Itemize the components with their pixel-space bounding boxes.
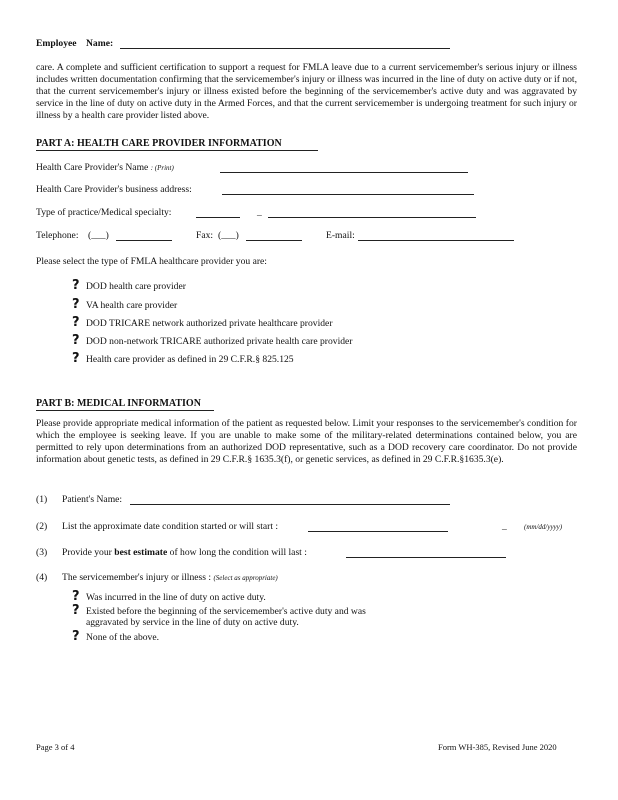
practice-field-a[interactable] [196,217,240,218]
q3-number: (3) [36,547,48,558]
practice-field-b[interactable] [268,217,476,218]
form-identifier: Form WH-385, Revised June 2020 [438,742,557,752]
part-a-title: PART A: HEALTH CARE PROVIDER INFORMATION [36,138,282,149]
employee-name-field[interactable] [120,48,450,49]
email-label: E-mail: [326,230,355,241]
q1-label: Patient's Name: [62,494,123,505]
provider-type-prompt: Please select the type of FMLA healthcare provider you are: [36,256,267,267]
injury-option[interactable]: ? Existed before the beginning of the servicemember's active duty and was [72,603,366,618]
q2-date-hint: (mm/dd/yyyy) [524,523,563,531]
checkbox-icon[interactable]: ? [72,278,80,293]
business-address-field[interactable] [222,194,474,195]
part-a-underline [36,150,318,151]
q2-separator: _ [502,521,507,532]
condition-start-date-field[interactable] [308,531,448,532]
checkbox-icon[interactable]: ? [72,315,80,330]
injury-option[interactable]: ? None of the above. [72,629,159,644]
page-number: Page 3 of 4 [36,742,75,752]
intro-paragraph: care. A complete and sufficient certification to support a request for FMLA leave due to a current servicemember's serious injury or illness includes written documentation confirming that the servicemember's injury or illness was incurred in the line of duty on active duty or if not, that the current servicemember's injury or illness existed before the beginning of the servicemember's active duty and was aggravated by service in the line of duty on active duty in the Armed Forces, and that the current servicemember is undergoing treatment for such injury or illness by a health care provider listed above. [36,62,577,121]
part-b-instructions: Please provide appropriate medical information of the patient as requested below. Limit your responses to the servicemember's condition for which the employee is seeking leave. If you are unable to make some of the military-related determinations contained below, you are permitted to rely upon determinations from an authorized DOD representative, such as a DOD recovery care coordinator. Do not provide information about genetic tests, as defined in 29 C.F.R.§ 1635.3(f), or genetic services, as defined in 29 C.F.R.§1635.3(e). [36,418,577,465]
injury-option-continuation: aggravated by service in the line of duty on active duty. [86,617,299,628]
provider-type-option[interactable]: ? DOD non-network TRICARE authorized private health care provider [72,333,353,348]
checkbox-icon[interactable]: ? [72,589,80,604]
fax-label: Fax: [196,230,214,241]
checkbox-icon[interactable]: ? [72,603,80,618]
provider-type-option[interactable]: ? Health care provider as defined in 29 C.F.R.§ 825.125 [72,351,294,366]
q3-label: Provide your best estimate of how long the condition will last : [62,547,307,558]
telephone-label: Telephone: [36,230,79,241]
provider-type-option[interactable]: ? DOD health care provider [72,278,186,293]
condition-duration-field[interactable] [346,557,506,558]
checkbox-icon[interactable]: ? [72,351,80,366]
provider-name-field[interactable] [220,172,468,173]
checkbox-icon[interactable]: ? [72,333,80,348]
checkbox-icon[interactable]: ? [72,629,80,644]
part-b-underline [36,410,214,411]
q4-number: (4) [36,572,48,583]
business-address-label: Health Care Provider's business address: [36,184,192,195]
provider-type-option[interactable]: ? DOD TRICARE network authorized private healthcare provider [72,315,333,330]
telephone-area-code[interactable]: (___) [88,230,109,241]
provider-type-option[interactable]: ? VA health care provider [72,297,178,312]
q1-number: (1) [36,494,48,505]
provider-name-label: Health Care Provider's Name : (Print) [36,162,174,173]
q2-number: (2) [36,521,48,532]
employee-label: Employee [36,38,77,49]
practice-label: Type of practice/Medical specialty: [36,207,172,218]
fax-field[interactable] [246,240,302,241]
telephone-field[interactable] [116,240,172,241]
q2-label: List the approximate date condition started or will start : [62,521,279,532]
part-b-title: PART B: MEDICAL INFORMATION [36,398,201,409]
q4-label: The servicemember's injury or illness : (Select as appropriate) [62,572,278,583]
practice-separator: _ [257,207,262,218]
injury-option[interactable]: ? Was incurred in the line of duty on active duty. [72,589,266,604]
patient-name-field[interactable] [130,504,450,505]
fax-area-code[interactable]: (___) [218,230,239,241]
name-label: Name: [86,38,114,49]
email-field[interactable] [358,240,514,241]
checkbox-icon[interactable]: ? [72,297,80,312]
